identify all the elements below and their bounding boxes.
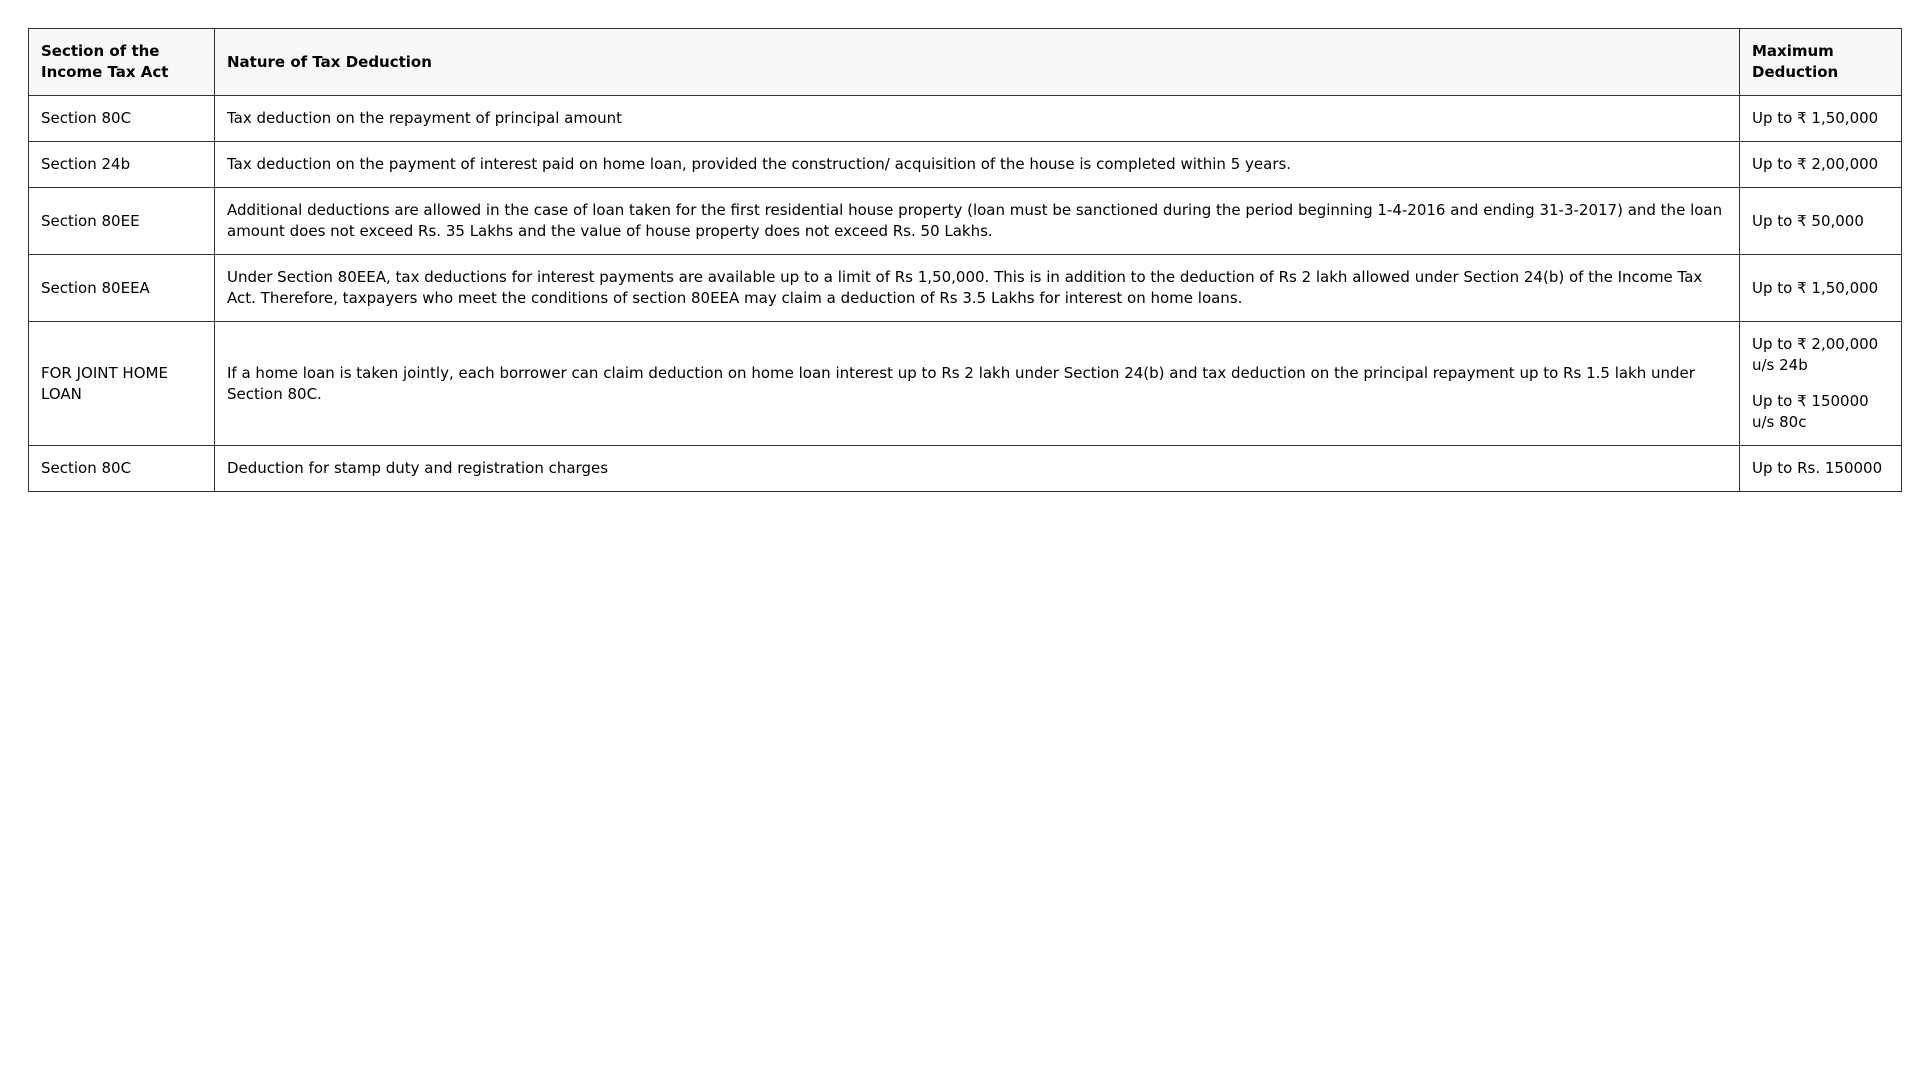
section-cell: Section 80C: [29, 96, 215, 142]
max-deduction-text: Up to ₹ 1,50,000: [1752, 278, 1879, 297]
nature-cell: Deduction for stamp duty and registration charges: [215, 446, 1740, 492]
max-deduction-text: Up to ₹ 2,00,000 u/s 24b: [1752, 335, 1879, 374]
header-section: Section of the Income Tax Act: [29, 29, 215, 96]
max-deduction-text: Up to ₹ 2,00,000: [1752, 155, 1879, 173]
max-deduction-text: Up to ₹ 50,000: [1752, 211, 1864, 230]
table-row: [29, 446, 1902, 492]
max-deduction-cell: [1740, 446, 1902, 492]
section-cell: Section 24b: [29, 142, 215, 188]
max-deduction-text: Up to Rs. 150000: [1752, 459, 1883, 477]
table-row: [29, 255, 1902, 322]
max-deduction-cell: [1740, 96, 1902, 142]
nature-cell: If a home loan is taken jointly, each borrower can claim deduction on home loan interest up to Rs 2 lakh under Section 24(b) and tax deduction on the principal repayment up to Rs 1.5 lakh under Section 80C.: [215, 322, 1740, 446]
max-deduction-cell: [1740, 188, 1902, 255]
tax-deduction-table-container: [28, 28, 1902, 492]
section-cell: FOR JOINT HOME LOAN: [29, 322, 215, 446]
table-row: [29, 142, 1902, 188]
section-cell: Section 80EEA: [29, 255, 215, 322]
section-cell: Section 80EE: [29, 188, 215, 255]
table-row: [29, 96, 1902, 142]
table-row: [29, 188, 1902, 255]
max-deduction-cell: [1740, 142, 1902, 188]
header-nature: Nature of Tax Deduction: [215, 29, 1740, 96]
table-body: [29, 96, 1902, 492]
nature-cell: Tax deduction on the repayment of principal amount: [215, 96, 1740, 142]
tax-deduction-table: [28, 28, 1902, 492]
max-deduction-text: Up to ₹ 1,50,000: [1752, 109, 1879, 127]
table-row: [29, 322, 1902, 446]
max-deduction-text: Up to ₹ 150000 u/s 80c: [1752, 392, 1869, 431]
table-header: [29, 29, 1902, 96]
nature-cell: Under Section 80EEA, tax deductions for interest payments are available up to a limit of Rs 1,50,000. This is in addition to the deduction of Rs 2 lakh allowed under Section 24(b) of the Income Tax Act. Therefore, taxpayers who meet the conditions of section 80EEA may claim a deduction of Rs 3.5 Lakhs for interest on home loans.: [215, 255, 1740, 322]
nature-cell: Additional deductions are allowed in the case of loan taken for the first residential house property (loan must be sanctioned during the period beginning 1-4-2016 and ending 31-3-2017) and the loan amount does not exceed Rs. 35 Lakhs and the value of house property does not exceed Rs. 50 Lakhs.: [215, 188, 1740, 255]
header-max-deduction: Maximum Deduction: [1740, 29, 1902, 96]
max-deduction-cell: [1740, 255, 1902, 322]
max-deduction-cell: [1740, 322, 1902, 446]
section-cell: Section 80C: [29, 446, 215, 492]
nature-cell: Tax deduction on the payment of interest paid on home loan, provided the construction/ acquisition of the house is completed within 5 years.: [215, 142, 1740, 188]
header-row: [29, 29, 1902, 96]
